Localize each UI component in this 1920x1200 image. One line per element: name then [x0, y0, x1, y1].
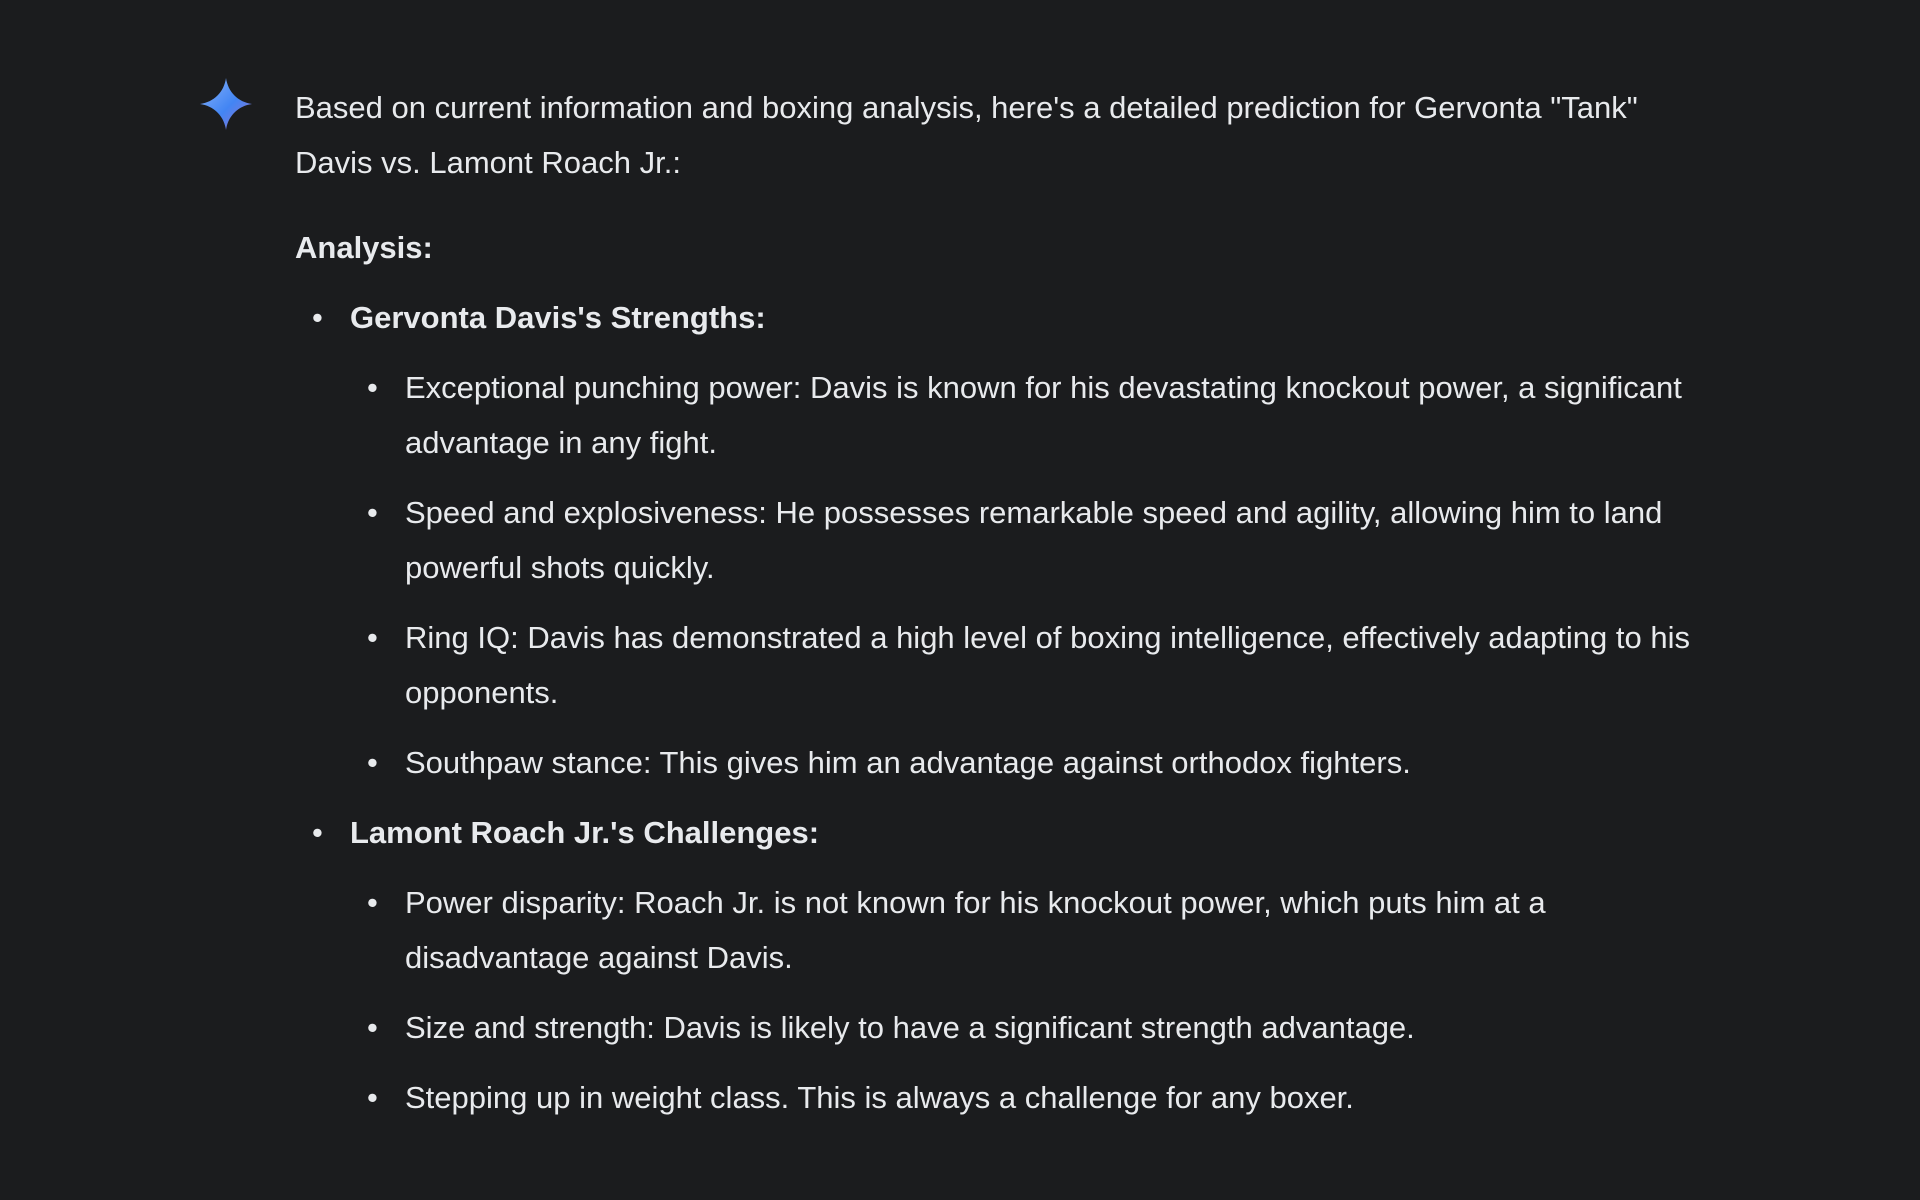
bullet: • — [367, 1010, 378, 1045]
response-content — [295, 80, 1715, 1140]
analysis-list — [295, 290, 1715, 1125]
gemini-sparkle-icon — [200, 78, 252, 130]
bullet: • — [367, 495, 378, 530]
list-item — [350, 1000, 1715, 1055]
challenges-list — [350, 875, 1715, 1125]
list-item-text: Southpaw stance: This gives him an advantage against orthodox fighters. — [405, 745, 1411, 780]
bullet: • — [367, 370, 378, 405]
strengths-list — [350, 360, 1715, 790]
bullet: • — [367, 745, 378, 780]
analysis-group-roach-challenges — [295, 805, 1715, 1125]
list-item — [350, 735, 1715, 790]
list-item-text: Stepping up in weight class. This is always a challenge for any boxer. — [405, 1080, 1354, 1115]
list-item-text: Size and strength: Davis is likely to have a significant strength advantage. — [405, 1010, 1415, 1045]
list-item — [350, 610, 1715, 720]
response-intro: Based on current information and boxing analysis, here's a detailed prediction for Gervonta "Tank" Davis vs. Lamont Roach Jr.: — [295, 90, 1638, 180]
bullet: • — [312, 300, 323, 335]
group-title: Gervonta Davis's Strengths: — [350, 300, 766, 335]
list-item-text: Speed and explosiveness: He possesses remarkable speed and agility, allowing him to land powerful shots quickly. — [405, 495, 1663, 585]
analysis-group-davis-strengths — [295, 290, 1715, 790]
list-item — [350, 360, 1715, 470]
list-item-text: Ring IQ: Davis has demonstrated a high level of boxing intelligence, effectively adapting to his opponents. — [405, 620, 1690, 710]
list-item-text: Exceptional punching power: Davis is known for his devastating knockout power, a significant advantage in any fight. — [405, 370, 1682, 460]
bullet: • — [367, 885, 378, 920]
bullet: • — [367, 1080, 378, 1115]
group-title: Lamont Roach Jr.'s Challenges: — [350, 815, 820, 850]
analysis-heading: Analysis: — [295, 230, 433, 265]
bullet: • — [312, 815, 323, 850]
list-item — [350, 875, 1715, 985]
list-item-text: Power disparity: Roach Jr. is not known for his knockout power, which puts him at a disadvantage against Davis. — [405, 885, 1546, 975]
list-item — [350, 485, 1715, 595]
bullet: • — [367, 620, 378, 655]
list-item — [350, 1070, 1715, 1125]
